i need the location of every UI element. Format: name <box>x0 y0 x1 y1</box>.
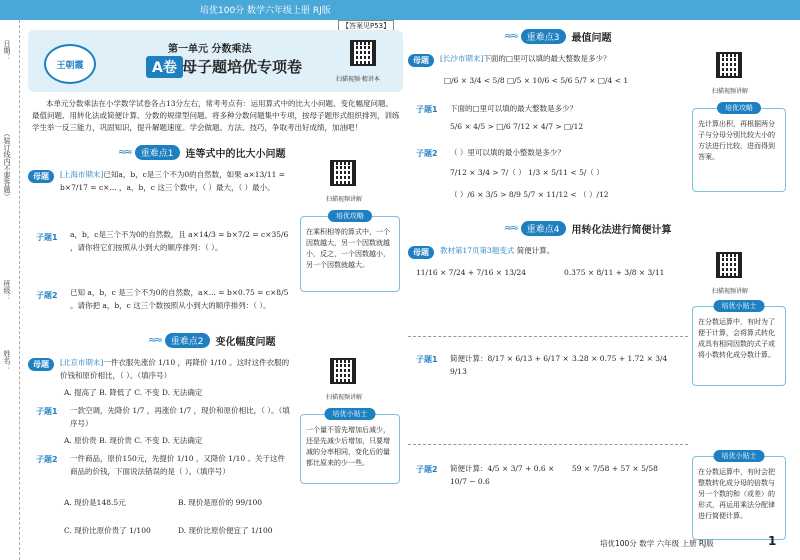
s4-tip-heading-2: 培优小贴士 <box>714 450 765 462</box>
s4-mother-expression-1: 11/16 × 7/24 + 7/16 × 13/24 <box>416 268 527 277</box>
s3-qr-caption: 扫描视频讲解 <box>712 88 749 95</box>
s2-tip-box <box>300 410 400 484</box>
s4-qr-caption: 扫描视频讲解 <box>712 288 749 295</box>
s2-sub2-option-b: B. 现价是原价的 99/100 <box>178 498 263 507</box>
page-number: 1 <box>768 534 777 548</box>
section-3-header <box>504 28 612 44</box>
wave-icon: ≈≈ <box>504 222 517 234</box>
s1-mother-label: 母题 <box>28 170 54 183</box>
s4-mother-text <box>440 244 680 257</box>
s3-tip-body: 先计算出积，再根据两分子与分母分别比较大小的方法进行比较，进而得到答案。 <box>698 120 775 161</box>
s1-sub1-text: a，b，c是三个不为0的自然数，且 a×14/3 = b×7/2 = c×35/6 ，请你将它们按照从小到大的顺序排列：（ ）。 <box>70 230 289 252</box>
qr-caption: 扫描视频·精讲本 <box>336 76 380 83</box>
s3-sub1-expressions: 5/6 × 4/5 > □/6 7/12 × 4/7 > □/12 <box>450 122 584 131</box>
s1-qr-code-icon[interactable] <box>330 160 356 186</box>
s2-mother-options: A. 提高了 B. 降低了 C. 不变 D. 无法确定 <box>64 388 203 397</box>
binding-name: 姓名： <box>3 350 11 371</box>
main-title: 母子题培优专项卷 <box>182 58 303 76</box>
s1-sub1-label: 子题1 <box>36 233 58 242</box>
s3-tip-box <box>692 104 786 192</box>
s1-tip-heading: 培优攻略 <box>328 210 372 222</box>
qr-code-icon[interactable] <box>350 40 376 66</box>
section-2-header <box>148 332 276 348</box>
s4-sub2-expression-2: 59 × 7/58 + 57 × 5/58 <box>572 464 658 473</box>
binding-strip <box>0 20 20 560</box>
s2-sub1-label: 子题1 <box>36 407 58 416</box>
section-4-badge: 重难点4 <box>521 221 566 236</box>
s2-sub2-text: 一件商品，原价150元，先提价 1/10 ，又降价 1/10 。关于这件商品的价钱，下面说法错误的是（ ）。（填序号） <box>70 454 286 476</box>
s4-mother-expression-2: 0.375 × 8/11 + 3/8 × 3/11 <box>564 268 665 277</box>
binding-note: （装订线内不要答题） <box>3 130 11 200</box>
s2-qr-caption: 扫描视频讲解 <box>326 394 363 401</box>
s3-mother-source: [长沙市期末] <box>440 54 484 63</box>
s4-mother-body: 简便计算。 <box>516 246 555 255</box>
s1-sub2-label: 子题2 <box>36 291 58 300</box>
s1-tip-body: 在乘积相等的算式中，一个因数越大，另一个因数就越小，反之，一个因数越小，另一个因数就越大。 <box>306 228 390 269</box>
s2-sub1-text: 一款空调，先降价 1/7 ，再涨价 1/7 ，现价和原价相比，（ ）。（填序号） <box>70 406 290 428</box>
s1-mother-source: [上海市期末] <box>60 170 104 179</box>
s3-mother-label: 母题 <box>408 54 434 67</box>
s4-tip-heading-1: 培优小贴士 <box>714 300 765 312</box>
brand-logo <box>44 44 96 84</box>
s4-sub2-label: 子题2 <box>416 465 438 474</box>
wave-icon: ≈≈ <box>148 334 161 346</box>
right-column <box>408 24 788 554</box>
s2-sub2-option-d: D. 现价比原价便宜了 1/100 <box>178 526 273 535</box>
s2-tip-heading: 培优小贴士 <box>325 408 376 420</box>
section-2-badge: 重难点2 <box>165 333 210 348</box>
s2-sub2-option-a: A. 现价是148.5元 <box>64 498 126 507</box>
s3-sub2-expressions-2: （ ）/6 × 3/5 > 8/9 5/7 × 11/12 < （ ）/12 <box>450 190 609 199</box>
s2-mother-text <box>60 356 292 382</box>
s1-sub2-text: 已知 a，b，c 是三个不为0的自然数，a×... = b×0.75 = c×8/5 。请你把 a，b，c 这三个数按照从小到大的顺序排列：（ ）。 <box>70 288 289 310</box>
s2-mother-body: 一件衣服先涨价 1/10 ，再降价 1/10 。这时这件衣服的价钱和原价相比，（ ）。（填序号） <box>60 358 290 380</box>
intro-paragraph: 本单元分数乘法在小学数学试卷各占13分左右，常考考点有：运用算式中的比大小问题、变化幅度问题、最值问题、用转化法或简便计算、分数的规律型问题。将多种分数问题集中专项，按母子题形式组织排列，训练学生举一反三能力，巩固知识，提升解题速度。学会做题、方法、技巧，争取考出好成绩，加油吧！ <box>32 99 400 132</box>
top-banner <box>0 0 800 20</box>
s4-mother-label: 母题 <box>408 246 434 259</box>
s3-mother-expressions: □/6 × 3/4 < 5/8 □/5 × 10/6 < 5/6 5/7 × □/4 < 1 <box>444 76 629 85</box>
s4-sub1-label: 子题1 <box>416 355 438 364</box>
binding-class: 班级： <box>3 280 11 301</box>
header-box <box>28 30 403 92</box>
s2-sub2-label: 子题2 <box>36 455 58 464</box>
s1-tip-box <box>300 212 400 292</box>
s4-mother-source: 教材第17页第3题变式 <box>440 246 515 255</box>
answer-reference: 【答案见P53】 <box>338 20 394 32</box>
volume-badge: A卷 <box>146 56 183 78</box>
s3-mother-text <box>440 52 680 65</box>
divider <box>408 444 688 445</box>
brand-logo-text: 王朝霞 <box>56 60 84 71</box>
s3-tip-heading: 培优攻略 <box>717 102 761 114</box>
s4-sub1-expression-2: 3.28 × 0.75 + 1.72 × 3/4 <box>572 354 668 363</box>
section-4-title: 用转化法进行简便计算 <box>571 224 672 236</box>
unit-title: 第一单元 分数乘法 <box>168 44 252 55</box>
s4-tip-body-2: 在分数运算中，有时会把整数转化成分母的倍数与另一个数的和（或差）的形式，再运用乘法分配律进行简便计算。 <box>698 468 775 520</box>
wave-icon: ≈≈ <box>118 146 131 158</box>
divider <box>408 336 688 337</box>
section-3-badge: 重难点3 <box>521 29 566 44</box>
s3-sub1-text: 下面的□里可以填的最大整数是多少？ <box>450 104 578 113</box>
s1-mother-body: 已知a，b，c是三个不为0的自然数，如果 a×13/11 = b×7/17 = c×... ，a，b，c 这三个数中，（ ）最大，（ ）最小。 <box>60 170 286 192</box>
s3-mother-body: 下面的□里可以填的最大整数是多少？ <box>483 54 611 63</box>
s3-qr-code-icon[interactable] <box>716 52 742 78</box>
section-1-badge: 重难点1 <box>135 145 180 160</box>
s4-sub1-text: 简便计算：8/17 × 6/13 + 6/17 × 9/13 <box>450 354 569 376</box>
s2-sub2-option-c: C. 现价比原价贵了 1/100 <box>64 526 151 535</box>
top-banner-text: 培优100分 数学六年级上册 RJ版 <box>200 6 331 16</box>
s4-tip-box-2 <box>692 452 786 540</box>
s2-mother-source: [北京市期末] <box>60 358 104 367</box>
s4-qr-code-icon[interactable] <box>716 252 742 278</box>
section-1-title: 连等式中的比大小问题 <box>185 148 286 160</box>
s2-mother-label: 母题 <box>28 358 54 371</box>
s2-qr-code-icon[interactable] <box>330 358 356 384</box>
s2-sub1-options: A. 原价贵 B. 现价贵 C. 不变 D. 无法确定 <box>64 436 203 445</box>
s4-tip-body-1: 在分数运算中，有时为了便于计算，会将算式转化成具有相同因数的式子或将小数转化成分数计算。 <box>698 318 775 359</box>
section-1-header <box>118 144 286 160</box>
section-4-header <box>504 220 672 236</box>
s2-tip-body: 一个量不管先增加后减少，还是先减少后增加，只要增减的分率相同，变化后的量都比原来的少一些。 <box>306 426 390 467</box>
s4-tip-box-1 <box>692 302 786 386</box>
binding-date: 日期： <box>3 40 11 61</box>
section-3-title: 最值问题 <box>571 32 612 44</box>
s3-sub1-label: 子题1 <box>416 105 438 114</box>
s1-mother-text <box>60 168 292 194</box>
s1-qr-caption: 扫描视频讲解 <box>326 196 363 203</box>
s4-sub2-text: 简便计算：4/5 × 3/7 + 0.6 × 10/7 − 0.6 <box>450 464 555 486</box>
footer-text: 培优100分 数学 六年级 上册 RJ版 <box>600 539 714 548</box>
s3-sub2-label: 子题2 <box>416 149 438 158</box>
section-2-title: 变化幅度问题 <box>215 336 276 348</box>
left-column <box>28 24 403 554</box>
s3-sub2-expressions-1: 7/12 × 3/4 > 7/（ ） 1/3 × 5/11 < 5/（ ） <box>450 168 604 177</box>
s3-sub2-text: （ ）里可以填的最小整数是多少？ <box>450 148 565 157</box>
wave-icon: ≈≈ <box>504 30 517 42</box>
